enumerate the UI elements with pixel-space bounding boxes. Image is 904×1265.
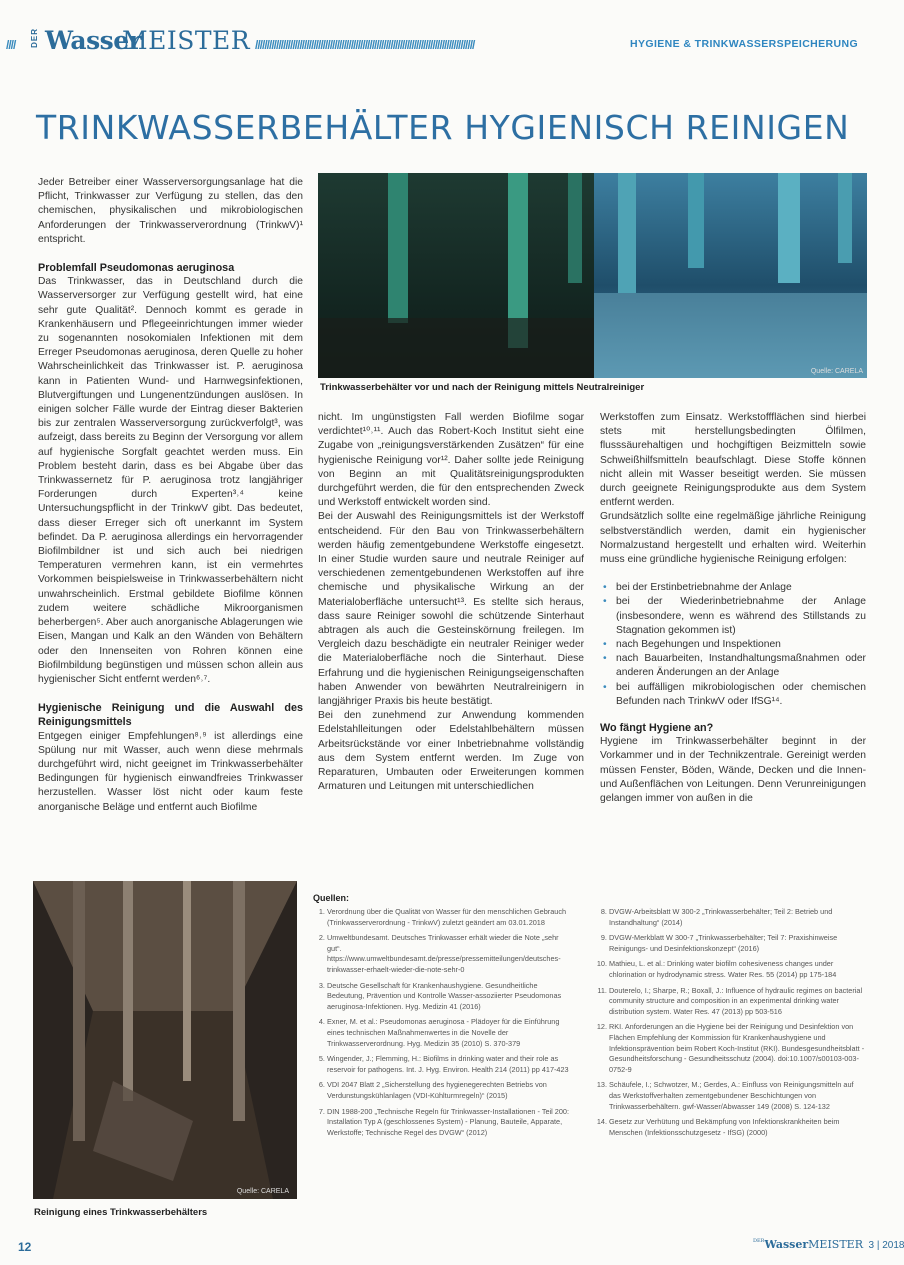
section-heading: Hygienische Reinigung und die Auswahl des Reinigungsmittels [38, 702, 303, 729]
header-slash-decoration: //// [6, 38, 16, 52]
body-paragraph: Hygiene im Trinkwasserbehälter beginnt in der Vorkammer und in der Technikzentrale. Gereinigt werden müssen Fenster, Böden, Wände, Decken und die Innen- und Außenflächen von Leitungen. Denn Verunreinigungen gelangen immer von außen in die [600, 736, 866, 805]
source-item: 9. DVGW-Merkblatt W 300-7 „Trinkwasserbehälter; Teil 7: Praxishinweise Reinigungs- und Desinfektionskonzept“ (2016) [609, 933, 867, 954]
list-item: • bei auffälligen mikrobiologischen oder chemischen Befunden nach TrinkwV oder IfSG¹⁴. [616, 681, 866, 709]
tank-before-after-photo [318, 173, 867, 378]
source-item: 4. Exner, M. et al.: Pseudomonas aeruginosa - Plädoyer für die Einführung eines technischen Maßnahmenwertes in die Novelle der Trinkwasserverordnung. Hyg. Medizin 35 (2010) S. 370-379 [327, 1017, 575, 1049]
body-paragraph: Werkstoffen zum Einsatz. Werkstoffflächen sind hierbei stets mit herstellungsbedingten Ölfilmen, flusssäurehaltigen und hochgiftigen Beizmitteln sowie Schweißhilfsmitteln beaufschlagt. Diese Stoffe können nicht allein mit Wasser beseitigt werden. Sie müssen durch geeignete Reinigungsprodukte aus dem System entfernt werden. [600, 412, 866, 509]
intro-paragraph: Jeder Betreiber einer Wasserversorgungsanlage hat die Pflicht, Trinkwasser zur Verfügung zu stellen, das den chemischen, physikalischen und mikrobiologischen Anforderungen der Trinkwasserverordnung (TrinkwV)¹ entspricht. [38, 177, 303, 245]
body-paragraph: Bei den zunehmend zur Anwendung kommenden Edelstahlleitungen oder Edelstahlbehältern müssen Arbeitsrückstände vor einer Inbetriebnahme vollständig aus dem System entfernt werden. Im Zuge von Reparaturen, Umbauten oder Erweiterungen kommen Armaturen und Leitungen mit unterschiedlichen [318, 710, 584, 793]
source-item: 12. RKI. Anforderungen an die Hygiene bei der Reinigung und Desinfektion von Flächen Empfehlung der Kommission für Krankenhaushygiene und Infektionsprävention beim Robert Koch-Institut (RKI). Bundesgesundheitsblatt - Gesundheitsforschung - Gesundheitsschutz (2004). doi:10.1007/s00103-003-0752-9 [609, 1022, 867, 1075]
sources-left-column [313, 907, 575, 1143]
photo-caption: Reinigung eines Trinkwasserbehälters [34, 1207, 208, 1218]
text-column-2 [318, 411, 584, 804]
header-slash-decoration: ////////////////////////////////////////////////////////////////////////////////////////////// [255, 38, 475, 52]
source-item: 14. Gesetz zur Verhütung und Bekämpfung von Infektionskrankheiten beim Menschen (Infektionsschutzgesetz - IfSG) (2000) [609, 1117, 867, 1138]
source-item: 2. Umweltbundesamt. Deutsches Trinkwasser erhält wieder die Note „sehr gut“. https://www.umweltbundesamt.de/presse/pressemitteilungen/deutsches-trinkwasser-erhaelt-wieder-die-note-sehr-0 [327, 933, 575, 975]
footer-brand-wasser: Wasser [764, 1238, 809, 1251]
section-label: HYGIENE & TRINKWASSERSPEICHERUNG [630, 38, 859, 50]
text-column-3 [600, 411, 866, 816]
list-item: • bei der Erstinbetriebnahme der Anlage [616, 581, 866, 595]
sources-box [313, 893, 868, 1137]
text-column-1 [38, 176, 303, 825]
source-item: 8. DVGW-Arbeitsblatt W 300-2 „Trinkwasserbehälter; Teil 2: Betrieb und Instandhaltung“ (2014) [609, 907, 867, 928]
footer-brand-der: DER [753, 1238, 765, 1244]
page-number: 12 [18, 1240, 32, 1254]
source-item: 5. Wingender, J.; Flemming, H.: Biofilms in drinking water and their role as reservoir for pathogens. Int. J. Hyg. Environ. Health 214 (2011) pp 417-423 [327, 1054, 575, 1075]
source-item: 1. Verordnung über die Qualität von Wasser für den menschlichen Gebrauch (Trinkwasserverordnung - TrinkwV) zuletzt geändert am 03.01.2018 [327, 907, 575, 928]
list-item: • bei der Wiederinbetriebnahme der Anlage (insbesondere, wenn es während des Stillstands zu Stagnation gekommen ist) [616, 595, 866, 638]
cleaning-photo-illustration [33, 881, 297, 1199]
body-paragraph: Entgegen einiger Empfehlungen⁸˒⁹ ist allerdings eine Spülung nur mit Wasser, auch wenn diese mehrmals durchgeführt wird, nicht geeignet im Trinkwasserbehälter Bedingungen für hygienisch einwandfreies Trinkwasser herzustellen. Wasser löst nicht oder kaum feste anorganische Beläge und entfernt auch Biofilme [38, 730, 303, 813]
tank-photo-illustration [318, 173, 867, 378]
page-title: TRINKWASSERBEHÄLTER HYGIENISCH REINIGEN [36, 108, 850, 147]
brand-der: DER [30, 28, 39, 48]
photo-caption: Trinkwasserbehälter vor und nach der Reinigung mittels Neutralreiniger [320, 382, 645, 393]
sources-title: Quellen: [313, 893, 350, 903]
photo-credit: Quelle: CARELA [236, 1188, 289, 1195]
source-item: 13. Schäufele, I.; Schwotzer, M.; Gerdes, A.: Einfluss von Reinigungsmitteln auf das Werkstoffverhalten zementgebundener Beschichtungen von Trinkwasserbehältern. gwf-Wasser/Abwasser 149 (2008) S. 124-132 [609, 1080, 867, 1112]
photo-credit: Quelle: CARELA [810, 368, 863, 375]
source-item: 11. Douterelo, I.; Sharpe, R.; Boxall, J.: Influence of hydraulic regimes on bacterial community structure and composition in an experimental drinking water distribution system. Water Res. 47 (2013) pp 503-516 [609, 986, 867, 1018]
source-item: 3. Deutsche Gesellschaft für Krankenhaushygiene. Gesundheitliche Bedeutung, Prävention und Kontrolle Wasser-assoziierter Pseudomonas aeruginosa-Infektionen. Hyg. Medizin 41 (2016) [327, 981, 575, 1013]
brand-meister: MEISTER [122, 26, 251, 55]
sources-right-column [595, 907, 867, 1143]
source-item: 6. VDI 2047 Blatt 2 „Sicherstellung des hygienegerechten Betriebs von Verdunstungskühlanlagen (VDI-Kühlturmregeln)“ (2015) [327, 1080, 575, 1101]
body-paragraph: nicht. Im ungünstigsten Fall werden Biofilme sogar verdichtet¹⁰˒¹¹. Auch das Robert-Koch Institut sieht eine Zugabe von „reinigungsverstärkenden Zusätzen“ für eine hygienische Reinigung vor¹². Daher sollte jede Reinigung von Beginn an mit Qualitätsreinigungsprodukten durchgeführt werden, die für den entsprechenden Zweck und Werkstoff entwickelt worden sind. [318, 412, 584, 509]
source-item: 10. Mathieu, L. et al.: Drinking water biofilm cohesiveness changes under chlorination or hydrodynamic stress. Water Res. 55 (2014) pp 175-184 [609, 959, 867, 980]
body-paragraph: Bei der Auswahl des Reinigungsmittels ist der Werkstoff entscheidend. Für den Bau von Trinkwasserbehältern werden häufig zementgebundene Werkstoffe eingesetzt. In einer Studie wurden saure und neutrale Reiniger auf verschiedenen zementgebundenen Werkstoffen auf ihre chemische und physikalische Wirkung an der Materialoberfläche untersucht¹³. Es stellte sich heraus, dass saure Reiniger sowohl die schützende Sinterhaut abtragen als auch die Gesteinskörnung freilegen. Im Vergleich dazu beschädigte ein neutraler Reiniger weder die Materialoberfläche noch die Sinterhaut. Diese Erfahrung und die hygienischen Reinigungseigenschaften haben Anwender von bewährten Neutralreinigern in langjähriger Praxis bis heute bestätigt. [318, 511, 584, 708]
footer-brand-meister: MEISTER [808, 1238, 863, 1251]
brand-wasser: Wasser [45, 26, 142, 55]
page-header [0, 0, 891, 70]
issue-number: 3 | 2018 [868, 1240, 904, 1251]
section-heading: Wo fängt Hygiene an? [600, 722, 714, 735]
tank-cleaning-photo [33, 881, 297, 1199]
source-item: 7. DIN 1988-200 „Technische Regeln für Trinkwasser-Installationen - Teil 200: Installation Typ A (geschlossenes System) - Planung, Bauteile, Apparate, Werkstoffe; Technische Regel des DVGW“ (2012) [327, 1107, 575, 1139]
list-item: • nach Bauarbeiten, Instandhaltungsmaßnahmen oder anderen Änderungen an der Anlage [616, 652, 866, 680]
body-paragraph: Das Trinkwasser, das in Deutschland durch die Wasserversorger zur Verfügung gestellt wird, hat eine sehr gute Qualität². Dennoch kommt es gerade in Krankenhäusern und Pflegeeinrichtungen immer wieder zu sogenannten nosokomialen Infektionen mit dem Erreger Pseudomonas aeruginosa, deren Quelle zu hoher Wahrscheinlichkeit das Trinkwasser ist. P. aeruginosa kann in Patienten Wund- und Harnwegsinfektionen, Blutvergiftungen und Lungenentzündungen auslösen. In einigen solcher Fälle wurde der Eintrag dieser Bakterien bis zur zentralen Wasserversorgung zurückverfolgt³, was aufzeigt, dass bereits zu Beginn der Versorgung vor allem auf hygienische Sorgfalt geachtet werden muss. Ein Problem besteht darin, dass es bei Abgabe über das Trinkwassernetz für P. aeruginosa trotz langjähriger Forderungen durch Experten³˒⁴ keine Untersuchungspflicht in der TrinkwV gibt. Das bedeutet, dass dieser Erreger sich oft unerkannt im System befindet. Da P. aeruginosa allerdings ein hervorragender Biofilmbildner ist und sich auch bei niedrigen Temperaturen vermehren kann, ist ein vermehrtes Vorkommen beispielsweise in Trinkwasserbehältern nicht unwahrscheinlich. Erstmal gebildete Biofilme können zudem weitere schädliche Mikroorganismen beherbergen⁵. Aber auch anorganische Ablagerungen wie Eisen, Mangan und Kalk an den Wänden von Behältern oder den Innenseiten von Rohren können eine Biofilmbildung begünstigen und müssen schon allein aus hygienischer Sicht entfernt werden⁶˒⁷. [38, 276, 303, 685]
section-heading: Problemfall Pseudomonas aeruginosa [38, 262, 235, 275]
body-paragraph: Grundsätzlich sollte eine regelmäßige jährliche Reinigung selbstverständlich werden, damit ein hygienischer Normalzustand hergestellt und erhalten wird. Weiterhin muss eine gründliche hygienische Reinigung erfolgen: [600, 511, 866, 566]
bullet-list [600, 581, 866, 709]
list-item: • nach Begehungen und Inspektionen [616, 638, 866, 652]
footer-brand [753, 1238, 904, 1251]
